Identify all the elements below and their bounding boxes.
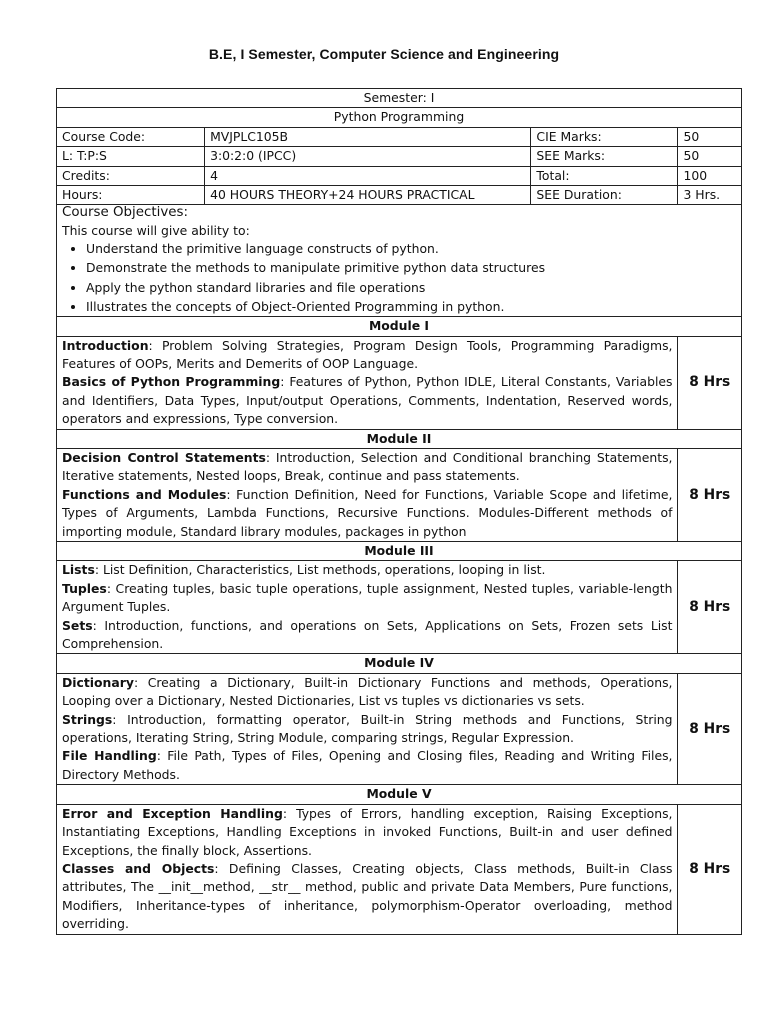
info-label: SEE Duration: [531, 186, 678, 205]
page-header: B.E, I Semester, Computer Science and Engineering [208, 46, 560, 62]
objectives-cell [57, 205, 742, 317]
topic-text: : List Definition, Characteristics, List methods, operations, looping in list. [94, 562, 546, 578]
topic-paragraph [62, 337, 672, 374]
info-label: Course Code: [57, 127, 205, 146]
topic-title: Sets [62, 617, 93, 633]
info-label: Total: [531, 166, 678, 185]
topic-paragraph [62, 449, 672, 486]
topic-paragraph [62, 373, 672, 428]
topic-paragraph [62, 860, 672, 934]
module-header-row [57, 542, 742, 561]
topic-paragraph [62, 711, 672, 748]
module-hours: 8 Hrs [678, 336, 742, 429]
info-row-hours [57, 186, 742, 205]
topic-text: : Introduction, functions, and operations on Sets, Applications on Sets, Frozen sets List Comprehension. [62, 617, 673, 652]
topic-text: : Problem Solving Strategies, Program Design Tools, Programming Paradigms, Features of OOPs, Merits and Demerits of OOP Language. [62, 337, 673, 371]
syllabus-table [56, 88, 742, 935]
module-hours: 8 Hrs [678, 448, 742, 541]
module-content [57, 804, 678, 934]
module-content-row [57, 448, 742, 541]
module-title: Module II [57, 429, 742, 448]
topic-paragraph [62, 805, 672, 860]
topic-paragraph [62, 617, 672, 654]
objective-item: • Demonstrate the methods to manipulate primitive python data structures [86, 258, 736, 277]
module-hours: 8 Hrs [678, 673, 742, 784]
info-label: Hours: [57, 186, 205, 205]
info-value: 3 Hrs. [678, 186, 742, 205]
topic-paragraph [62, 580, 672, 617]
module-header-row [57, 317, 742, 336]
topic-text: : Creating tuples, basic tuple operations, tuple assignment, Nested tuples, variable-length Argument Tuples. [62, 580, 673, 615]
module-content [57, 336, 678, 429]
topic-paragraph [62, 747, 672, 784]
module-header-row [57, 429, 742, 448]
module-title: Module III [57, 542, 742, 561]
course-title: Python Programming [57, 108, 742, 127]
info-label: CIE Marks: [531, 127, 678, 146]
topic-title: Lists [62, 562, 95, 578]
module-title: Module I [57, 317, 742, 336]
topic-title: Strings [62, 711, 113, 727]
module-hours: 8 Hrs [678, 804, 742, 934]
info-label: L: T:P:S [57, 147, 205, 166]
topic-text: : Introduction, Selection and Conditional branching Statements, Iterative statements, Nested loops, Break, continue and pass statements. [62, 449, 673, 484]
topic-title: Basics of Python Programming [62, 374, 281, 390]
semester-label: Semester: I [57, 89, 742, 108]
objectives-list [62, 239, 736, 316]
info-value: 40 HOURS THEORY+24 HOURS PRACTICAL [205, 186, 531, 205]
course-title-row [57, 108, 742, 127]
module-content-row [57, 336, 742, 429]
module-content-row [57, 561, 742, 654]
module-header-row [57, 785, 742, 804]
info-value: 4 [205, 166, 531, 185]
topic-paragraph [62, 561, 672, 579]
topic-text: : Features of Python, Python IDLE, Literal Constants, Variables and Identifiers, Data Types, Input/output Operations, Comments, Indentation, Reserved words, operators and expressions, Type conversion. [62, 374, 673, 427]
objectives-title: Course Objectives: [62, 205, 188, 221]
semester-row [57, 89, 742, 108]
topic-text: : Introduction, formatting operator, Built-in String methods and Functions, String operations, Iterating String, String Module, comparing strings, Regular Expression. [62, 711, 673, 746]
module-content-row [57, 804, 742, 934]
info-value: 100 [678, 166, 742, 185]
info-value: MVJPLC105B [205, 127, 531, 146]
topic-title: Error and Exception Handling [62, 805, 283, 821]
info-label: SEE Marks: [531, 147, 678, 166]
module-hours: 8 Hrs [678, 561, 742, 654]
objective-item: • Understand the primitive language constructs of python. [86, 239, 736, 258]
info-row-credits [57, 166, 742, 185]
module-content [57, 448, 678, 541]
module-content-row [57, 673, 742, 784]
module-content [57, 673, 678, 784]
topic-title: Decision Control Statements [62, 449, 266, 465]
objectives-row [57, 205, 742, 317]
info-row-ltps [57, 147, 742, 166]
topic-title: Tuples [62, 580, 107, 596]
info-value: 50 [678, 127, 742, 146]
objective-item: • Illustrates the concepts of Object-Oriented Programming in python. [86, 297, 736, 316]
info-label: Credits: [57, 166, 205, 185]
topic-title: Introduction [62, 337, 149, 353]
topic-title: File Handling [62, 748, 157, 764]
module-title: Module V [57, 785, 742, 804]
topic-text: : File Path, Types of Files, Opening and Closing files, Reading and Writing Files, Directory Methods. [62, 748, 673, 782]
topic-title: Classes and Objects [62, 860, 215, 876]
info-row-course-code [57, 127, 742, 146]
topic-paragraph [62, 674, 672, 711]
objective-item: • Apply the python standard libraries and file operations [86, 278, 736, 297]
module-content [57, 561, 678, 654]
topic-text: : Function Definition, Need for Functions, Variable Scope and lifetime, Types of Arguments, Lambda Functions, Recursive Functions. Modules-Different methods of importing module, Standard library modules, packages in python [62, 486, 673, 539]
info-value: 50 [678, 147, 742, 166]
topic-title: Dictionary [62, 674, 134, 690]
topic-paragraph [62, 486, 672, 541]
topic-text: : Creating a Dictionary, Built-in Dictionary Functions and methods, Operations, Looping over a Dictionary, Nested Dictionaries, List vs tuples vs dictionaries vs sets. [62, 674, 673, 709]
objectives-intro: This course will give ability to: [62, 222, 250, 238]
topic-title: Functions and Modules [62, 486, 227, 502]
module-header-row [57, 654, 742, 673]
module-title: Module IV [57, 654, 742, 673]
topic-text: : Defining Classes, Creating objects, Class methods, Built-in Class attributes, The __init__method, __str__ method, public and private Data Members, Pure functions, Modifiers, Inheritance-types of inheritance, polymorphism-Operator overloading, method overriding. [62, 860, 673, 932]
info-value: 3:0:2:0 (IPCC) [205, 147, 531, 166]
topic-text: : Types of Errors, handling exception, Raising Exceptions, Instantiating Exceptions, Handling Exceptions in invoked Functions, Built-in and user defined Exceptions, the finally block, Assertions. [62, 805, 673, 858]
